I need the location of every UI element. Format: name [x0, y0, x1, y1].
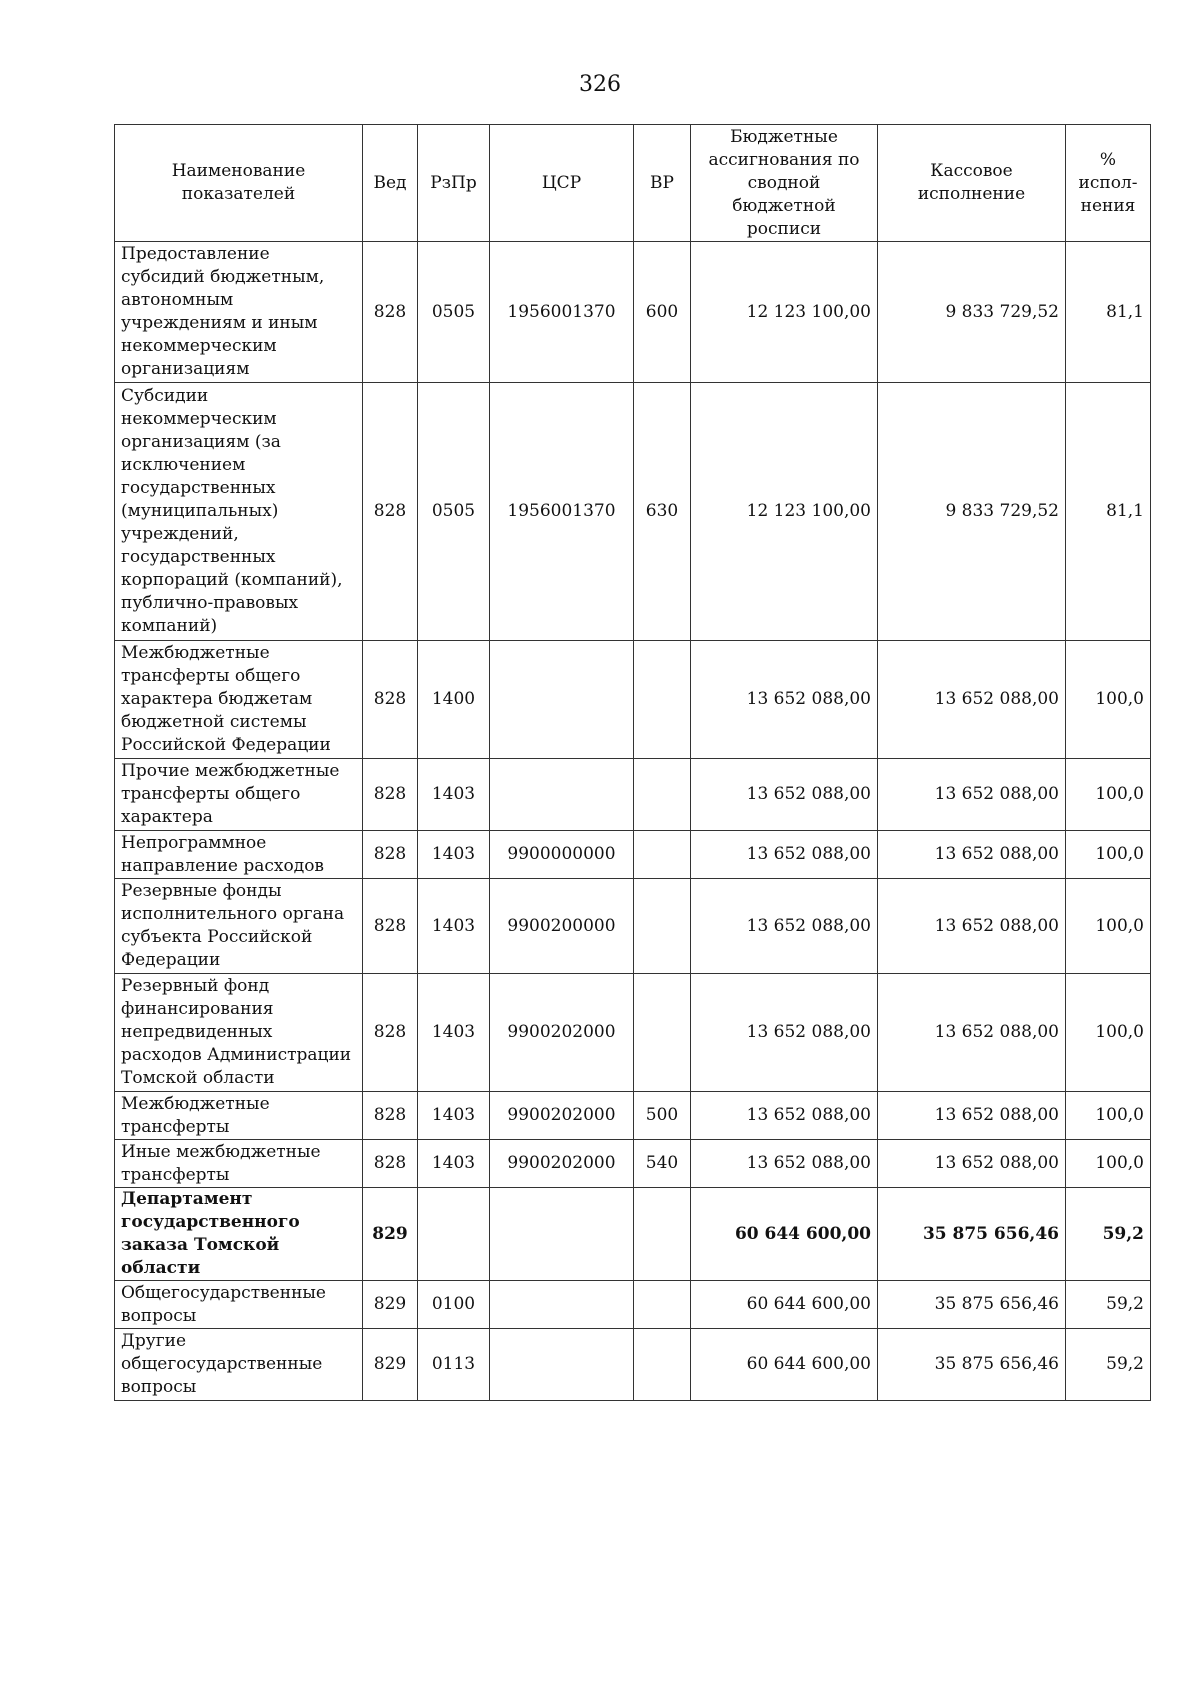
- table-row: [115, 641, 1151, 759]
- row-ved: 828: [363, 1140, 418, 1188]
- row-cash-execution: 13 652 088,00: [878, 879, 1066, 974]
- header-name: Наименование показателей: [115, 125, 363, 242]
- row-vr: 540: [634, 1140, 691, 1188]
- row-rzpr: 0505: [418, 383, 490, 641]
- row-ved: 828: [363, 383, 418, 641]
- row-cash-execution: 13 652 088,00: [878, 1140, 1066, 1188]
- row-execution-percent: 59,2: [1066, 1281, 1151, 1329]
- row-vr: 600: [634, 242, 691, 383]
- table-row: [115, 242, 1151, 383]
- row-assignments: 12 123 100,00: [691, 383, 878, 641]
- row-name: Субсидии некоммерческим организациям (за исключением государственных (муниципальных) учреждений, государственных корпораций (компаний), публично-правовых компаний): [115, 383, 363, 641]
- row-ved: 828: [363, 831, 418, 879]
- row-assignments: 13 652 088,00: [691, 831, 878, 879]
- row-rzpr: 1403: [418, 1092, 490, 1140]
- row-assignments: 60 644 600,00: [691, 1188, 878, 1281]
- row-csr: 9900202000: [490, 1092, 634, 1140]
- row-vr: [634, 1281, 691, 1329]
- header-assignments: Бюджетные ассигнования по сводной бюджетной росписи: [691, 125, 878, 242]
- row-assignments: 13 652 088,00: [691, 1092, 878, 1140]
- row-ved: 828: [363, 641, 418, 759]
- row-ved: 828: [363, 759, 418, 831]
- row-cash-execution: 35 875 656,46: [878, 1329, 1066, 1401]
- row-ved: 829: [363, 1281, 418, 1329]
- row-rzpr: 1403: [418, 759, 490, 831]
- row-name: Межбюджетные трансферты: [115, 1092, 363, 1140]
- row-vr: [634, 879, 691, 974]
- row-vr: [634, 831, 691, 879]
- table-row: [115, 974, 1151, 1092]
- table-row: [115, 831, 1151, 879]
- row-ved: 828: [363, 1092, 418, 1140]
- row-name: Резервные фонды исполнительного органа субъекта Российской Федерации: [115, 879, 363, 974]
- row-execution-percent: 59,2: [1066, 1188, 1151, 1281]
- row-name: Межбюджетные трансферты общего характера бюджетам бюджетной системы Российской Федерации: [115, 641, 363, 759]
- row-ved: 829: [363, 1188, 418, 1281]
- row-csr: [490, 1329, 634, 1401]
- table-row: [115, 879, 1151, 974]
- row-name: Общегосударственные вопросы: [115, 1281, 363, 1329]
- table-header-row: [115, 125, 1151, 242]
- row-ved: 828: [363, 974, 418, 1092]
- table-row: [115, 1281, 1151, 1329]
- row-csr: 9900202000: [490, 1140, 634, 1188]
- table-row: [115, 383, 1151, 641]
- row-rzpr: 0113: [418, 1329, 490, 1401]
- header-execution-percent: % испол-нения: [1066, 125, 1151, 242]
- row-execution-percent: 100,0: [1066, 831, 1151, 879]
- row-assignments: 60 644 600,00: [691, 1281, 878, 1329]
- row-csr: [490, 641, 634, 759]
- row-name: Другие общегосударственные вопросы: [115, 1329, 363, 1401]
- row-assignments: 12 123 100,00: [691, 242, 878, 383]
- row-cash-execution: 13 652 088,00: [878, 974, 1066, 1092]
- row-csr: 1956001370: [490, 242, 634, 383]
- row-execution-percent: 100,0: [1066, 974, 1151, 1092]
- page-number: 326: [579, 72, 621, 97]
- row-csr: 9900000000: [490, 831, 634, 879]
- row-cash-execution: 13 652 088,00: [878, 1092, 1066, 1140]
- row-csr: 9900202000: [490, 974, 634, 1092]
- row-ved: 828: [363, 879, 418, 974]
- row-rzpr: 0100: [418, 1281, 490, 1329]
- row-name: Прочие межбюджетные трансферты общего характера: [115, 759, 363, 831]
- row-execution-percent: 100,0: [1066, 641, 1151, 759]
- row-assignments: 13 652 088,00: [691, 1140, 878, 1188]
- row-rzpr: 1403: [418, 974, 490, 1092]
- row-assignments: 13 652 088,00: [691, 641, 878, 759]
- header-csr: ЦСР: [490, 125, 634, 242]
- row-cash-execution: 35 875 656,46: [878, 1188, 1066, 1281]
- row-execution-percent: 81,1: [1066, 383, 1151, 641]
- row-vr: [634, 759, 691, 831]
- row-vr: [634, 1188, 691, 1281]
- table-row: [115, 1092, 1151, 1140]
- row-ved: 829: [363, 1329, 418, 1401]
- row-cash-execution: 35 875 656,46: [878, 1281, 1066, 1329]
- row-execution-percent: 100,0: [1066, 879, 1151, 974]
- row-vr: 500: [634, 1092, 691, 1140]
- row-csr: 1956001370: [490, 383, 634, 641]
- row-rzpr: [418, 1188, 490, 1281]
- row-name: Резервный фонд финансирования непредвиденных расходов Администрации Томской области: [115, 974, 363, 1092]
- header-cash-execution: Кассовое исполнение: [878, 125, 1066, 242]
- table-row: [115, 1329, 1151, 1401]
- row-execution-percent: 100,0: [1066, 1140, 1151, 1188]
- row-name: Департамент государственного заказа Томской области: [115, 1188, 363, 1281]
- row-rzpr: 0505: [418, 242, 490, 383]
- row-vr: [634, 1329, 691, 1401]
- table-row-department-total: [115, 1188, 1151, 1281]
- row-assignments: 60 644 600,00: [691, 1329, 878, 1401]
- row-execution-percent: 100,0: [1066, 1092, 1151, 1140]
- row-ved: 828: [363, 242, 418, 383]
- row-rzpr: 1403: [418, 1140, 490, 1188]
- row-name: Иные межбюджетные трансферты: [115, 1140, 363, 1188]
- header-ved: Вед: [363, 125, 418, 242]
- row-cash-execution: 13 652 088,00: [878, 641, 1066, 759]
- row-rzpr: 1403: [418, 831, 490, 879]
- row-cash-execution: 13 652 088,00: [878, 831, 1066, 879]
- row-cash-execution: 9 833 729,52: [878, 383, 1066, 641]
- header-vr: ВР: [634, 125, 691, 242]
- row-execution-percent: 59,2: [1066, 1329, 1151, 1401]
- table-row: [115, 759, 1151, 831]
- row-vr: [634, 974, 691, 1092]
- row-name: Непрограммное направление расходов: [115, 831, 363, 879]
- row-rzpr: 1403: [418, 879, 490, 974]
- row-vr: [634, 641, 691, 759]
- row-assignments: 13 652 088,00: [691, 879, 878, 974]
- row-csr: [490, 759, 634, 831]
- row-rzpr: 1400: [418, 641, 490, 759]
- row-csr: 9900200000: [490, 879, 634, 974]
- row-assignments: 13 652 088,00: [691, 974, 878, 1092]
- row-csr: [490, 1281, 634, 1329]
- row-name: Предоставление субсидий бюджетным, автономным учреждениям и иным некоммерческим организациям: [115, 242, 363, 383]
- row-cash-execution: 13 652 088,00: [878, 759, 1066, 831]
- row-csr: [490, 1188, 634, 1281]
- row-execution-percent: 100,0: [1066, 759, 1151, 831]
- table-row: [115, 1140, 1151, 1188]
- header-rzpr: РзПр: [418, 125, 490, 242]
- row-vr: 630: [634, 383, 691, 641]
- row-cash-execution: 9 833 729,52: [878, 242, 1066, 383]
- row-execution-percent: 81,1: [1066, 242, 1151, 383]
- row-assignments: 13 652 088,00: [691, 759, 878, 831]
- budget-execution-table: [114, 124, 1151, 1401]
